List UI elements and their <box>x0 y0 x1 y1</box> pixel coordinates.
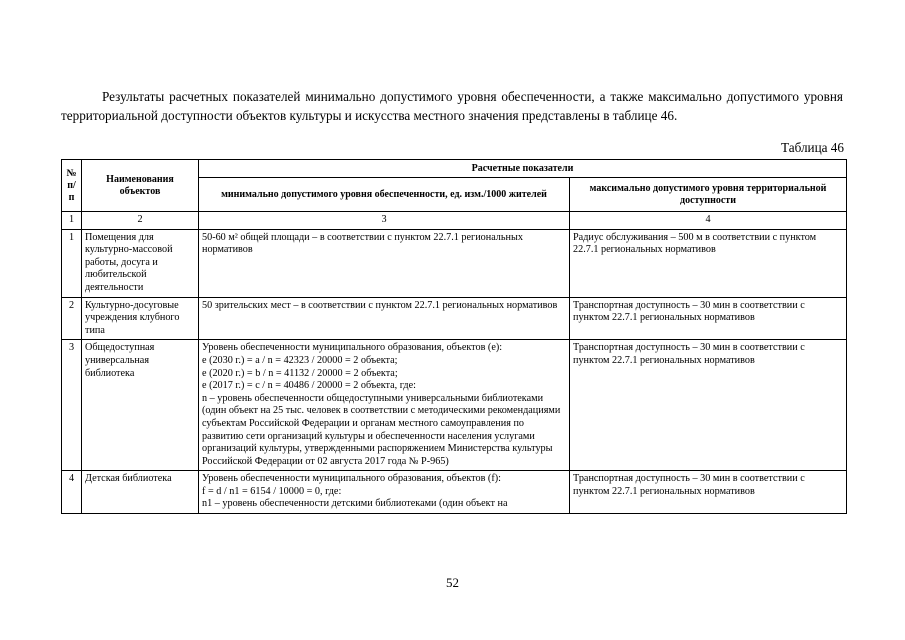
min-level-line: Уровень обеспеченности муниципального образования, объектов (е): <box>202 342 503 354</box>
min-level-line: Уровень обеспеченности муниципального образования, объектов (f): <box>202 473 501 485</box>
row-number: 1 <box>62 229 82 297</box>
page-number: 52 <box>446 575 459 590</box>
min-level-cell <box>199 471 570 514</box>
object-name: Детская библиотека <box>82 471 199 514</box>
min-level-line: е (2020 г.) = b / n = 41132 / 20000 = 2 объекта; <box>202 367 398 379</box>
header-max-access: максимально допустимого уровня территориальной доступности <box>570 178 847 212</box>
min-level-cell <box>199 340 570 471</box>
object-name: Культурно-досуговые учреждения клубного типа <box>82 297 199 340</box>
header-group: Расчетные показатели <box>199 160 847 178</box>
header-number: № п/п <box>62 160 82 212</box>
indicators-table <box>61 159 847 514</box>
intro-paragraph: Результаты расчетных показателей минимально допустимого уровня обеспеченности, а также максимально допустимого уровня территориальной доступности объектов культуры и искусства местного значения представлены в таблице 46. <box>61 89 843 123</box>
index-cell: 4 <box>570 212 847 230</box>
min-level-line: е (2030 г.) = a / n = 42323 / 20000 = 2 объекта; <box>202 354 398 366</box>
max-access-cell: Транспортная доступность – 30 мин в соответствии с пунктом 22.7.1 региональных нормативов <box>570 471 847 514</box>
max-access-cell: Транспортная доступность – 30 мин в соответствии с пунктом 22.7.1 региональных нормативов <box>570 340 847 471</box>
min-level-line: 50-60 м² общей площади – в соответствии с пунктом 22.7.1 региональных нормативов <box>202 231 523 256</box>
min-level-line: n – уровень обеспеченности общедоступными универсальными библиотеками (один объект на 25 тыс. человек в соответствии с методическими рекомендациями субъектам Российской Федерации и органам местного самоуправления по развитию сети организаций культуры и обеспеченности населения услугами организаций культуры, утвержденными распоряжением Министерства культуры Российской Федерации от 02 августа 2017 года № Р-965) <box>202 392 561 467</box>
row-number: 2 <box>62 297 82 340</box>
object-name: Общедоступная универсальная библиотека <box>82 340 199 471</box>
header-min-level: минимально допустимого уровня обеспеченности, ед. изм./1000 жителей <box>199 178 570 212</box>
column-index-row <box>62 212 847 230</box>
min-level-line: е (2017 г.) = c / n = 40486 / 20000 = 2 объекта, где: <box>202 380 416 392</box>
table-row <box>62 229 847 297</box>
table-row <box>62 297 847 340</box>
index-cell: 1 <box>62 212 82 230</box>
row-number: 3 <box>62 340 82 471</box>
max-access-cell: Транспортная доступность – 30 мин в соответствии с пунктом 22.7.1 региональных нормативов <box>570 297 847 340</box>
min-level-cell <box>199 229 570 297</box>
table-row <box>62 340 847 471</box>
row-number: 4 <box>62 471 82 514</box>
min-level-cell <box>199 297 570 340</box>
max-access-cell: Радиус обслуживания – 500 м в соответствии с пунктом 22.7.1 региональных нормативов <box>570 229 847 297</box>
table-caption: Таблица 46 <box>781 140 844 155</box>
min-level-line: f = d / n1 = 6154 / 10000 = 0, где: <box>202 485 342 497</box>
min-level-line: n1 – уровень обеспеченности детскими библиотеками (один объект на <box>202 498 508 510</box>
table-row <box>62 471 847 514</box>
index-cell: 3 <box>199 212 570 230</box>
min-level-line: 50 зрительских мест – в соответствии с пунктом 22.7.1 региональных нормативов <box>202 299 558 311</box>
header-name: Наименования объектов <box>82 160 199 212</box>
object-name: Помещения для культурно-массовой работы, досуга и любительской деятельности <box>82 229 199 297</box>
index-cell: 2 <box>82 212 199 230</box>
